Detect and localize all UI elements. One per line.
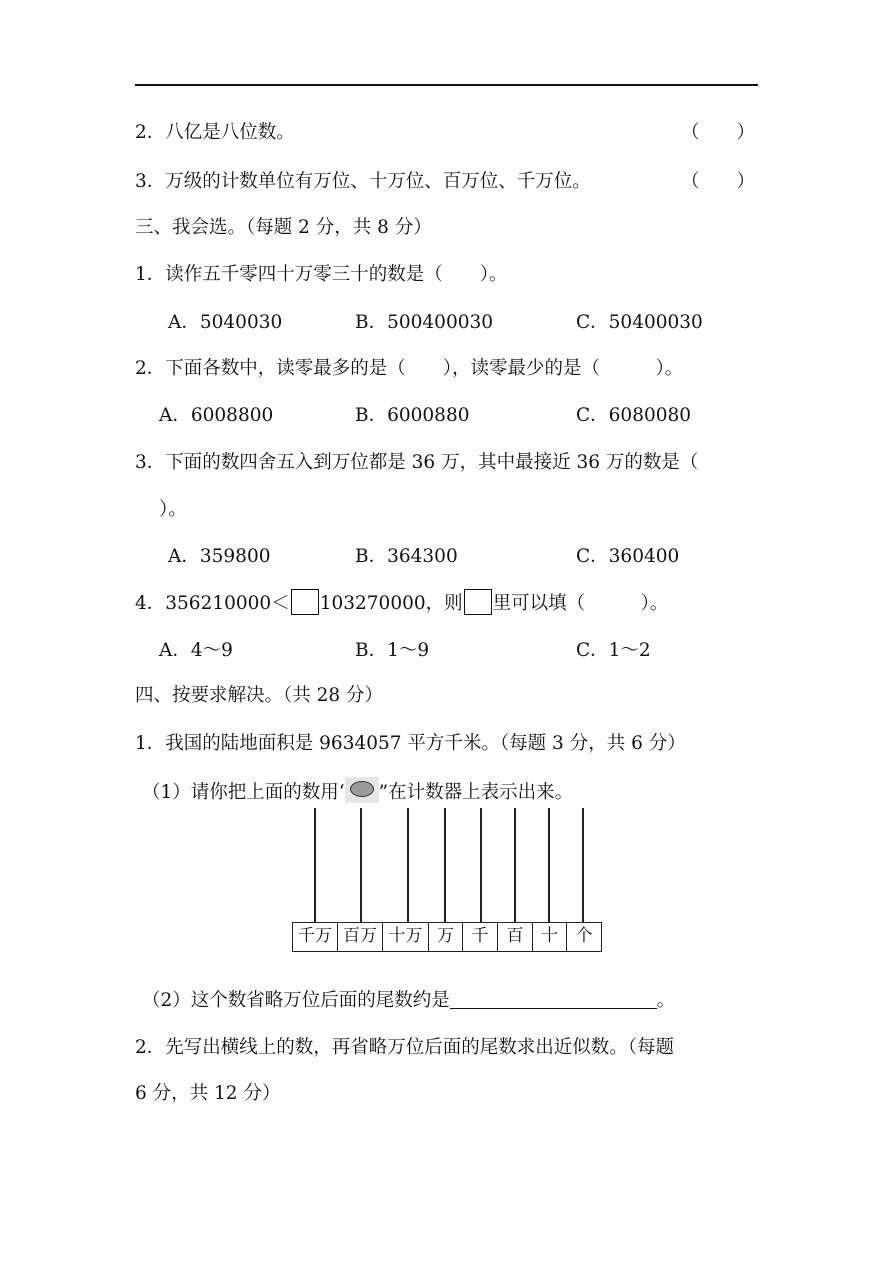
abacus (292, 808, 600, 954)
abacus-label: 百 (498, 923, 533, 951)
s3-q4 (135, 589, 668, 616)
abacus-rod[interactable] (407, 808, 409, 922)
s3-q2: 2．下面各数中，读零最多的是（ ），读零最少的是（ ）。 (135, 358, 684, 379)
s4-q1: 1．我国的陆地面积是 9634057 平方千米。（每题 3 分，共 6 分） (135, 733, 686, 754)
abacus-label: 个 (575, 926, 593, 946)
s3-q4-text-b: 103270000，则 (319, 593, 463, 614)
s3-q4-option-b[interactable]: B．1～9 (355, 640, 430, 661)
bead-icon (345, 777, 379, 803)
s4-q2: 2．先写出横线上的数，再省略万位后面的尾数求出近似数。（每题 (135, 1037, 675, 1058)
judge-q2-paren[interactable]: （ ） (681, 122, 756, 143)
s4-q1-sub2 (142, 988, 675, 1013)
abacus-label: 千万 (293, 923, 338, 951)
s4-q1-sub1-b: ”在计数器上表示出来。 (378, 782, 574, 803)
abacus-labels (292, 922, 602, 952)
abacus-rod[interactable] (480, 808, 482, 922)
s3-q2-option-b[interactable]: B．6000880 (355, 405, 470, 426)
s3-q3-option-b[interactable]: B．364300 (355, 546, 458, 567)
section4-heading: 四、按要求解决。（共 28 分） (135, 685, 384, 706)
section3-heading: 三、我会选。（每题 2 分，共 8 分） (135, 217, 432, 238)
s3-q4-option-c[interactable]: C．1～2 (576, 640, 651, 661)
abacus-rod[interactable] (514, 808, 516, 922)
abacus-rod[interactable] (314, 808, 316, 922)
abacus-rod[interactable] (444, 808, 446, 922)
s4-q1-sub1-a: （1）请你把上面的数用‘ (142, 782, 345, 803)
s4-q1-sub1 (142, 777, 573, 805)
s3-q1: 1．读作五千零四十万零三十的数是（ ）。 (135, 264, 508, 285)
abacus-rod[interactable] (360, 808, 362, 922)
s4-q2-cont: 6 分，共 12 分） (135, 1083, 281, 1104)
judge-q3-paren[interactable]: （ ） (681, 171, 756, 192)
s3-q3: 3．下面的数四舍五入到万位都是 36 万，其中最接近 36 万的数是（ (135, 452, 699, 473)
abacus-label: 十万 (383, 923, 429, 951)
abacus-rod[interactable] (582, 808, 584, 922)
judge-q2: 2．八亿是八位数。 (135, 122, 295, 143)
s3-q2-option-c[interactable]: C．6080080 (576, 405, 692, 426)
s3-q1-option-a[interactable]: A．5040030 (168, 312, 283, 333)
s3-q2-option-a[interactable]: A．6008800 (159, 405, 274, 426)
blank-box[interactable] (291, 589, 319, 615)
s3-q4-option-a[interactable]: A．4～9 (159, 640, 233, 661)
s3-q3-option-c[interactable]: C．360400 (576, 546, 680, 567)
s3-q4-text-c: 里可以填（ ）。 (492, 593, 669, 614)
judge-q3: 3．万级的计数单位有万位、十万位、百万位、千万位。 (135, 171, 591, 192)
abacus-label: 十 (533, 923, 567, 951)
s4-q1-sub2-b: 。 (656, 990, 676, 1011)
s3-q1-option-c[interactable]: C．50400030 (576, 312, 703, 333)
answer-blank[interactable] (450, 988, 657, 1009)
abacus-label: 万 (429, 923, 463, 951)
abacus-label: 百万 (338, 923, 383, 951)
s3-q4-text-a: 4．356210000＜ (135, 593, 290, 614)
s3-q3-cont: ）。 (159, 499, 187, 520)
s3-q1-option-b[interactable]: B．500400030 (355, 312, 494, 333)
blank-box[interactable] (464, 589, 492, 615)
s3-q3-option-a[interactable]: A．359800 (168, 546, 271, 567)
top-rule (135, 84, 758, 86)
abacus-label: 千 (463, 923, 498, 951)
abacus-rod[interactable] (548, 808, 550, 922)
s4-q1-sub2-a: （2）这个数省略万位后面的尾数约是 (142, 990, 450, 1011)
